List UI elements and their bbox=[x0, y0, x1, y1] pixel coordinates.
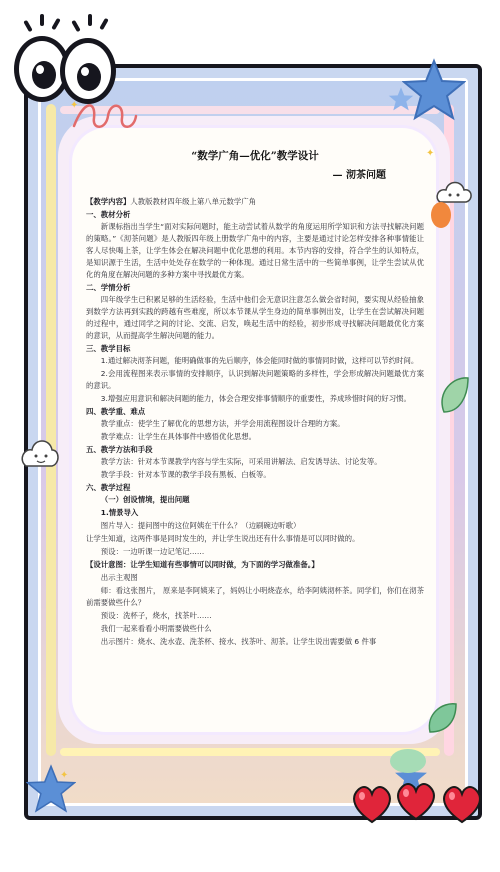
eyelash-icon bbox=[23, 20, 32, 32]
process-text-1: 图片导入：提问图中的这位阿姨在干什么？（边刷碗边听歌） bbox=[100, 521, 301, 530]
eye-glint-left bbox=[36, 65, 44, 74]
eye-glint-right bbox=[81, 67, 89, 76]
leaf-doodle-icon bbox=[434, 372, 474, 418]
objective-1: 1.通过解决沏茶问题，能明确做事的先后顺序，体会能同时做的事情同时做，这样可以节约时间。 bbox=[100, 356, 419, 365]
pupil-right bbox=[77, 63, 101, 91]
teaching-means: 教学手段：针对本节课的教学手段有黑板、白板等。 bbox=[100, 470, 271, 479]
teaching-method: 教学方法：针对本节课教学内容与学生实际，可采用讲解法、启发诱导法、讨论发等。 bbox=[100, 457, 382, 466]
process-text-6: 预设：洗杯子，烧水，找茶叶…… bbox=[100, 611, 212, 620]
section-text-2: 四年级学生已积累足够的生活经验，生活中他们会无意识注意怎么做会省时间，要实现从经验抽象到数学方法再到实践的跨越有些难度，所以本节课从学生身边的简单事例出发，让学生在尝试解决问题的过程中，通过同学之间的讨论、交流、启发，唤起生活中的经验，初步形成寻找解决问题最优化方案的意识，从而提高学生解决问题的能力。 bbox=[86, 295, 424, 340]
heart-icon bbox=[440, 784, 484, 826]
process-text-8: 出示图片：烧水、洗水壶、洗茶杯、接水、找茶叶、沏茶。让学生说出需要做 6 件事 bbox=[100, 637, 377, 646]
eyelash-icon bbox=[51, 18, 60, 30]
objective-3: 3.增强应用意识和解决问题的能力，体会合理安排事情顺序的重要性，养成珍惜时间的好习惯。 bbox=[100, 394, 411, 403]
key-point: 教学重点：使学生了解优化的思想方法，并学会用流程图设计合理的方案。 bbox=[100, 419, 345, 428]
leaf-doodle-icon bbox=[424, 700, 460, 736]
sparkle-icon: ✦ bbox=[70, 100, 79, 111]
green-blob-icon bbox=[388, 746, 428, 776]
sparkle-icon: ✦ bbox=[60, 770, 69, 781]
process-text-4: 出示主观图 bbox=[100, 573, 138, 582]
section-heading-2: 二、学情分析 bbox=[86, 283, 131, 292]
eyelash-icon bbox=[99, 18, 108, 30]
section-heading-6: 六、教学过程 bbox=[86, 483, 131, 492]
document-content bbox=[86, 150, 424, 649]
section-heading-1: 一、教材分析 bbox=[86, 210, 131, 219]
bottom-yellow-band bbox=[60, 748, 440, 756]
process-text-7: 我们一起来看看小明需要做些什么 bbox=[100, 624, 212, 633]
small-star-icon bbox=[388, 86, 414, 112]
eyelash-icon bbox=[40, 14, 44, 26]
eyelash-icon bbox=[88, 14, 92, 26]
document-title: “数学广角—优化”教学设计 bbox=[191, 150, 319, 162]
objective-2: 2.会用流程图来表示事情的安排顺序，认识到解决问题策略的多样性，学会形成解决问题最优方案的意识。 bbox=[86, 369, 424, 390]
process-text-5: 师：看这张图片， 原来是李阿姨来了，妈妈让小明烧壶水，给李阿姨沏杯茶。同学们，你们在沏茶前需要做些什么？ bbox=[86, 586, 424, 607]
section-heading-5: 五、教学方法和手段 bbox=[86, 445, 153, 454]
section-heading-4: 四、教学重、难点 bbox=[86, 407, 146, 416]
process-subheading: （一）创设情境，提出问题 bbox=[100, 495, 190, 504]
process-step: 1.情景导入 bbox=[100, 508, 139, 517]
heart-icon bbox=[394, 780, 438, 824]
left-yellow-band bbox=[46, 104, 56, 756]
pupil-left bbox=[32, 61, 56, 89]
design-intent: 【设计意图：让学生知道有些事情可以同时做，为下面的学习做准备。】 bbox=[86, 560, 319, 569]
orange-blob-icon bbox=[428, 200, 454, 230]
teaching-content-text: 人教版教材四年级上第八单元数学广角 bbox=[130, 197, 257, 206]
sparkle-icon: ✦ bbox=[426, 148, 435, 159]
section-heading-3: 三、教学目标 bbox=[86, 344, 131, 353]
star-icon bbox=[26, 764, 76, 814]
cloud-face-icon bbox=[20, 434, 60, 478]
heart-icon bbox=[350, 784, 394, 826]
document-subtitle: — 沏茶问题 bbox=[332, 170, 386, 181]
process-text-2: 让学生知道，这两件事是同时发生的，并让学生说出还有什么事情是可以同时做的。 bbox=[86, 534, 360, 543]
document-paper bbox=[72, 128, 436, 732]
teaching-content bbox=[86, 196, 424, 208]
eyelash-icon bbox=[71, 20, 80, 32]
process-text-3: 预设：一边听课一边记笔记…… bbox=[100, 547, 205, 556]
swirl-doodle-icon bbox=[70, 96, 150, 136]
difficult-point: 教学难点：让学生在具体事件中感悟优化思想。 bbox=[100, 432, 257, 441]
teaching-content-label: 【教学内容】 bbox=[86, 197, 131, 206]
section-text-1: 新课标指出当学生“面对实际问题时，能主动尝试着从数学的角度运用所学知识和方法寻找解决问题的策略。”《沏茶问题》是人教版四年级上册数学广角中的内容，主要是通过讨论怎样安排各种事情能让客人尽快喝上茶，让学生体会在解决问题中优化思想的利用。本节内容的安排，符合学生的认知特点，是知识源于生活，生活中处处存在数学的一种体现。通过日常生活中的一些简单事例，让学生尝试从优化的角度在解决问题的多种方案中寻找最优方案。 bbox=[86, 222, 424, 279]
cartoon-eye-right bbox=[60, 38, 116, 104]
